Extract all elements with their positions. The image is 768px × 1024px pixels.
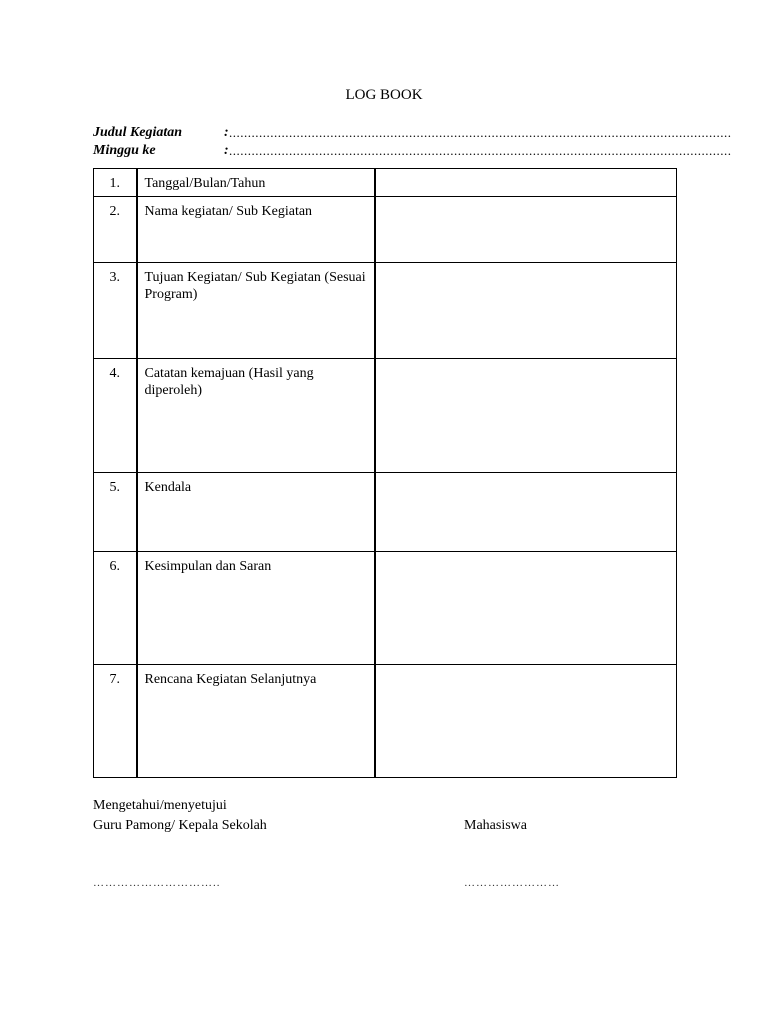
table-row (94, 169, 677, 197)
right-signature-line[interactable]: …………………… (464, 877, 560, 889)
row-label: Nama kegiatan/ Sub Kegiatan (137, 197, 375, 263)
row-value-cell[interactable] (375, 552, 677, 665)
left-role-text: Guru Pamong/ Kepala Sekolah (93, 818, 267, 833)
row-label: Kesimpulan dan Saran (137, 552, 375, 665)
field-label: Judul Kegiatan (93, 125, 183, 140)
table-row (94, 263, 677, 359)
page-title: LOG BOOK (345, 87, 423, 103)
field-label: Minggu ke (93, 143, 156, 158)
row-value-cell[interactable] (375, 263, 677, 359)
table-row (94, 359, 677, 473)
row-value-cell[interactable] (375, 169, 677, 197)
row-label: Tanggal/Bulan/Tahun (137, 169, 375, 197)
row-label: Kendala (137, 473, 375, 552)
field-value-line[interactable]: ...................................................................................................................................... (229, 125, 732, 140)
row-value-cell[interactable] (375, 665, 677, 778)
row-label: Tujuan Kegiatan/ Sub Kegiatan (Sesuai Program) (137, 263, 375, 359)
row-label: Catatan kemajuan (Hasil yang diperoleh) (137, 359, 375, 473)
log-table (93, 168, 677, 778)
row-value-cell[interactable] (375, 473, 677, 552)
row-number: 3. (94, 263, 137, 359)
field-value-line[interactable]: ...................................................................................................................................... (229, 143, 732, 158)
row-number: 2. (94, 197, 137, 263)
field-colon: : (224, 125, 229, 140)
table-row (94, 473, 677, 552)
table-row (94, 665, 677, 778)
row-number: 6. (94, 552, 137, 665)
right-role-text: Mahasiswa (464, 818, 527, 833)
row-number: 1. (94, 169, 137, 197)
table-row (94, 552, 677, 665)
field-colon: : (224, 143, 229, 158)
field-judul-kegiatan (93, 124, 732, 142)
row-number: 4. (94, 359, 137, 473)
left-signature-line[interactable]: ………………………….. (93, 877, 221, 889)
acknowledge-text: Mengetahui/menyetujui (93, 798, 227, 813)
row-value-cell[interactable] (375, 359, 677, 473)
table-row (94, 197, 677, 263)
row-number: 7. (94, 665, 137, 778)
row-number: 5. (94, 473, 137, 552)
field-minggu-ke (93, 142, 732, 160)
row-label: Rencana Kegiatan Selanjutnya (137, 665, 375, 778)
row-value-cell[interactable] (375, 197, 677, 263)
